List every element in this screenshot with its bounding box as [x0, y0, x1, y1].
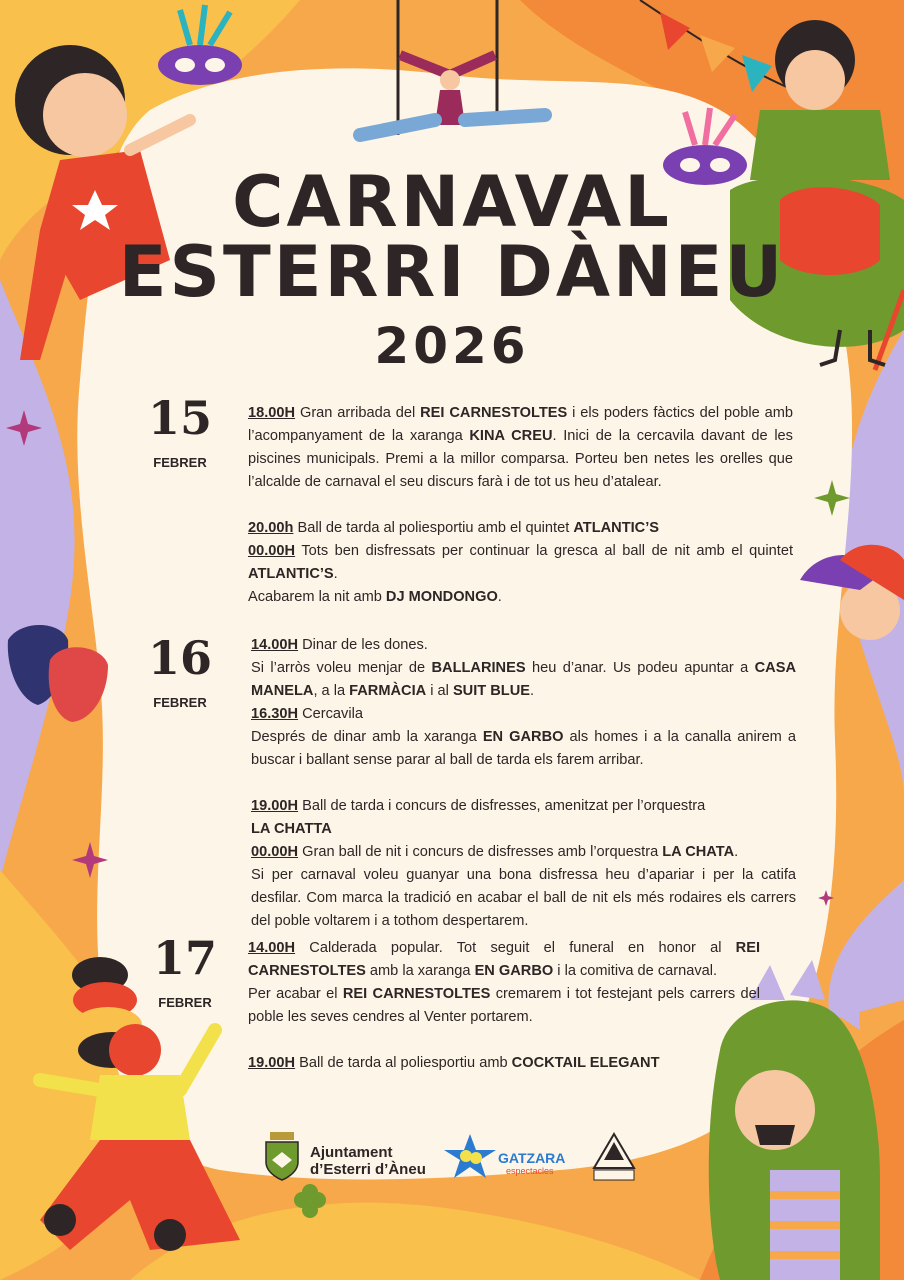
- poster-title-line2: ESTERRI DÀNEU: [118, 231, 786, 313]
- schedule-day-17: [248, 937, 760, 1075]
- event-text: Després de dinar amb la xaranga: [251, 729, 483, 745]
- highlight-text: SUIT BLUE: [452, 683, 530, 699]
- highlight-text: EN GARBO: [474, 963, 554, 979]
- event-time: 20.00h: [248, 520, 294, 536]
- event-text: .: [333, 566, 338, 582]
- highlight-text: BALLARINES: [431, 660, 526, 676]
- day-month: FEBRER: [158, 995, 212, 1010]
- event-text: . Inici de la cercavila davant de les piscines municipals. Premi a la millor comparsa. Porteu ben netes les orelles que l’alcalde de carnaval el seu discurs farà i de tot us heu d’atalear.: [248, 428, 793, 490]
- event-time: 00.00H: [248, 543, 296, 559]
- highlight-text: LA CHATTA: [251, 821, 332, 837]
- comissio-festes-logo: [592, 1132, 636, 1182]
- event-text: als homes i a la canalla anirem a buscar i ballant sense parar al ball de tarda els farem arribar.: [251, 729, 797, 768]
- schedule-paragraph: [251, 772, 796, 795]
- event-text: .: [529, 683, 535, 699]
- event-text: Ball de tarda al poliesportiu amb el quintet: [293, 520, 574, 536]
- day-month: FEBRER: [153, 695, 207, 710]
- event-text: Si l’arròs voleu menjar de: [251, 660, 432, 676]
- highlight-text: LA CHATA: [662, 844, 735, 860]
- highlight-text: REI CARNESTOLTES: [420, 405, 568, 421]
- event-text: Cercavila: [298, 706, 363, 722]
- coat-of-arms-icon: [262, 1132, 302, 1182]
- highlight-text: CASA MANELA: [251, 660, 796, 699]
- star-icon: [440, 1132, 500, 1182]
- schedule-paragraph: [248, 494, 793, 517]
- schedule-paragraph: [251, 726, 796, 772]
- ajuntament-line1: Ajuntament: [310, 1144, 393, 1161]
- event-time: 14.00H: [248, 940, 296, 956]
- schedule-paragraph: [251, 841, 796, 864]
- gatzara-subtitle: espectacles: [506, 1166, 554, 1176]
- highlight-text: EN GARBO: [482, 729, 564, 745]
- schedule-paragraph: [248, 402, 793, 494]
- schedule-paragraph: [251, 703, 796, 726]
- gatzara-name: GATZARA: [498, 1150, 566, 1166]
- ajuntament-line2: d’Esterri d’Àneu: [310, 1161, 426, 1178]
- schedule-paragraph: [251, 657, 796, 703]
- poster-title-line1: CARNAVAL: [232, 161, 672, 243]
- event-text: Ball de tarda al poliesportiu amb: [295, 1055, 512, 1071]
- event-text: Tots ben disfressats per continuar la gresca al ball de nit amb el quintet: [295, 543, 793, 559]
- highlight-text: KINA CREU: [469, 428, 553, 444]
- event-time: 19.00H: [248, 1055, 296, 1071]
- event-text: .: [734, 844, 739, 860]
- ajuntament-name: [310, 1144, 426, 1178]
- event-time: 19.00H: [251, 798, 299, 814]
- schedule-paragraph: [248, 517, 793, 540]
- highlight-text: REI CARNESTOLTES: [342, 986, 491, 1002]
- day-label-17: [130, 931, 240, 1010]
- event-text: Acabarem la nit amb: [248, 589, 386, 605]
- event-text: i al: [426, 683, 453, 699]
- event-text: Dinar de les dones.: [298, 637, 428, 653]
- highlight-text: FARMÀCIA: [349, 683, 427, 699]
- event-text: Per acabar el: [248, 986, 343, 1002]
- event-text: Gran arribada del: [295, 405, 421, 421]
- schedule-paragraph: [251, 864, 796, 933]
- event-text: Calderada popular. Tot seguit el funeral en honor al: [295, 940, 736, 956]
- day-number: 15: [147, 391, 212, 445]
- highlight-text: COCKTAIL ELEGANT: [511, 1055, 660, 1071]
- event-text: i els poders fàctics del poble amb l’acompanyament de la xaranga: [248, 405, 793, 444]
- highlight-text: REI CARNESTOLTES: [248, 940, 760, 979]
- event-text: , a la: [313, 683, 350, 699]
- schedule-paragraph: [248, 586, 793, 609]
- gatzara-logo: [440, 1132, 580, 1182]
- day-month: FEBRER: [153, 455, 207, 470]
- ajuntament-logo: [262, 1132, 302, 1182]
- schedule-paragraph: [248, 540, 793, 586]
- schedule-paragraph: [248, 1029, 760, 1052]
- event-text: i la comitiva de carnaval.: [553, 963, 718, 979]
- schedule-day-15: [248, 402, 793, 609]
- event-time: 14.00H: [251, 637, 299, 653]
- schedule-paragraph: [248, 937, 760, 983]
- schedule-paragraph: [248, 1052, 760, 1075]
- event-text: amb la xaranga: [365, 963, 475, 979]
- event-text: cremarem i tot festejant pels carrers del poble les seves cendres al Venter portarem.: [248, 986, 760, 1025]
- schedule-paragraph: [248, 983, 760, 1029]
- day-label-15: [125, 391, 235, 470]
- event-text: Si per carnaval voleu guanyar una bona disfressa heu d’apariar i per la catifa desfilar. Com marca la tradició en acabar el ball de nit els més rodaires els carrers del poble voltarem i a tothom despertarem.: [251, 867, 796, 929]
- schedule-paragraph: [251, 795, 796, 818]
- day-number: 17: [152, 931, 217, 985]
- day-label-16: [125, 631, 235, 710]
- poster-year: 2026: [374, 317, 530, 375]
- highlight-text: DJ MONDONGO: [385, 589, 498, 605]
- mountain-icon: [592, 1132, 636, 1182]
- event-time: 16.30H: [251, 706, 299, 722]
- highlight-text: ATLANTIC’S: [573, 520, 659, 536]
- event-text: heu d’anar. Us podeu apuntar a: [525, 660, 755, 676]
- event-text: .: [497, 589, 502, 605]
- event-text: Gran ball de nit i concurs de disfresses amb l’orquestra: [298, 844, 663, 860]
- schedule-paragraph: [251, 634, 796, 657]
- schedule-paragraph: [251, 818, 796, 841]
- highlight-text: ATLANTIC’S: [248, 566, 334, 582]
- schedule-day-16: [251, 634, 796, 933]
- event-time: 00.00H: [251, 844, 299, 860]
- day-number: 16: [147, 631, 212, 685]
- event-text: Ball de tarda i concurs de disfresses, amenitzat per l’orquestra: [298, 798, 706, 814]
- event-time: 18.00H: [248, 405, 296, 421]
